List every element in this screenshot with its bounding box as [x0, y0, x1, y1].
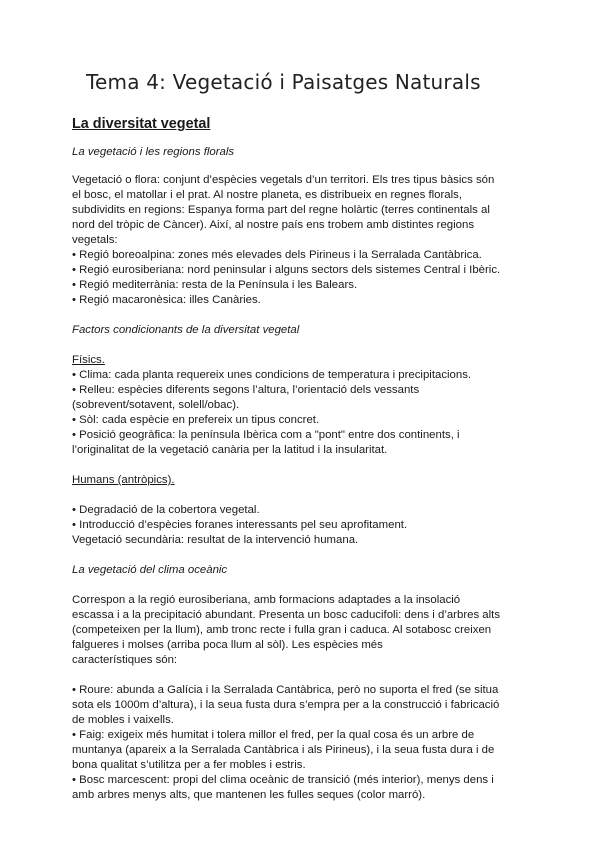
list-item: • Degradació de la cobertora vegetal.	[72, 504, 260, 516]
section-heading: La diversitat vegetal	[72, 116, 211, 132]
list-item: • Bosc marcescent: propi del clima oceànic de transició (més interior), menys dens i	[72, 774, 494, 786]
subheading-regions: La vegetació i les regions florals	[72, 146, 235, 158]
list-item: de mobles i vaixells.	[72, 714, 174, 726]
text-line: subdividits en regions: Espanya forma part del regne holàrtic (terres continentals al	[72, 204, 490, 216]
list-item: bona qualitat s’utilitza per a fer mobles i estris.	[72, 759, 306, 771]
list-item: • Sòl: cada espècie en prefereix un tipus concret.	[72, 414, 320, 426]
list-item: • Faig: exigeix més humitat i tolera millor el fred, per la qual cosa és un arbre de	[72, 729, 475, 741]
text-line: vegetals:	[72, 234, 118, 246]
text-line: falgueres i molses (arriba poca llum al sòl). Les espècies més	[72, 639, 383, 651]
label-physical: Físics.	[72, 354, 105, 366]
list-item: • Regió macaronèsica: illes Canàries.	[72, 294, 261, 306]
text-line: Correspon a la regió eurosiberiana, amb formacions adaptades a la insolació	[72, 594, 461, 606]
list-item: muntanya (apareix a la Serralada Cantàbrica i als Pirineus), i la seua fusta dura i de	[72, 744, 495, 756]
text-line: Vegetació o flora: conjunt d’espècies vegetals d’un territori. Els tres tipus bàsics són	[72, 174, 495, 186]
document-body	[72, 116, 542, 803]
list-item: Vegetació secundària: resultat de la intervenció humana.	[72, 534, 359, 546]
list-item: • Posició geogràfica: la península Ibèrica com a "pont" entre dos continents, i	[72, 429, 460, 441]
subheading-factors: Factors condicionants de la diversitat vegetal	[72, 324, 300, 336]
list-item: • Relleu: espècies diferents segons l’altura, l’orientació dels vessants	[72, 384, 420, 396]
species-list	[72, 683, 542, 803]
list-item: • Roure: abunda a Galícia i la Serralada Cantàbrica, però no suporta el fred (se situa	[72, 684, 499, 696]
label-human: Humans (antròpics).	[72, 474, 175, 486]
list-item: • Regió mediterrània: resta de la Península i les Balears.	[72, 279, 358, 291]
page-title: Tema 4: Vegetació i Paisatges Naturals	[86, 70, 481, 94]
human-factors-list	[72, 503, 542, 548]
text-line: escassa i a la precipitació abundant. Presenta un bosc caducifoli: dens i d’arbres alts	[72, 609, 501, 621]
subheading-oceanic: La vegetació del clima oceànic	[72, 564, 228, 576]
list-item: • Introducció d’espècies foranes interessants pel seu aprofitament.	[72, 519, 408, 531]
list-item: • Regió eurosiberiana: nord peninsular i alguns sectors dels sistemes Central i Ibèric.	[72, 264, 501, 276]
text-line: nord del tròpic de Càncer). Així, al nostre país ens trobem amb distintes regions	[72, 219, 475, 231]
physical-factors-list	[72, 368, 542, 458]
paragraph-vegetation	[72, 173, 542, 308]
list-item: • Clima: cada planta requereix unes condicions de temperatura i precipitacions.	[72, 369, 472, 381]
text-line: característiques són:	[72, 654, 178, 666]
list-item: • Regió boreoalpina: zones més elevades dels Pirineus i la Serralada Cantàbrica.	[72, 249, 482, 261]
text-line: (competeixen per la llum), amb tronc recte i fulla gran i caduca. Al sotabosc creixen	[72, 624, 492, 636]
list-item: amb arbres menys alts, que mantenen les fulles seques (color marró).	[72, 789, 426, 801]
paragraph-oceanic	[72, 593, 542, 668]
list-item: (sobrevent/sotavent, solell/obac).	[72, 399, 240, 411]
list-item: sota els 1000m d’altura), i la seua fusta dura s’empra per a la construcció i fabricació	[72, 699, 500, 711]
list-item: l’originalitat de la vegetació canària per la latitud i la insularitat.	[72, 444, 388, 456]
text-line: el bosc, el matollar i el prat. Al nostre planeta, es distribueix en regnes florals,	[72, 189, 463, 201]
